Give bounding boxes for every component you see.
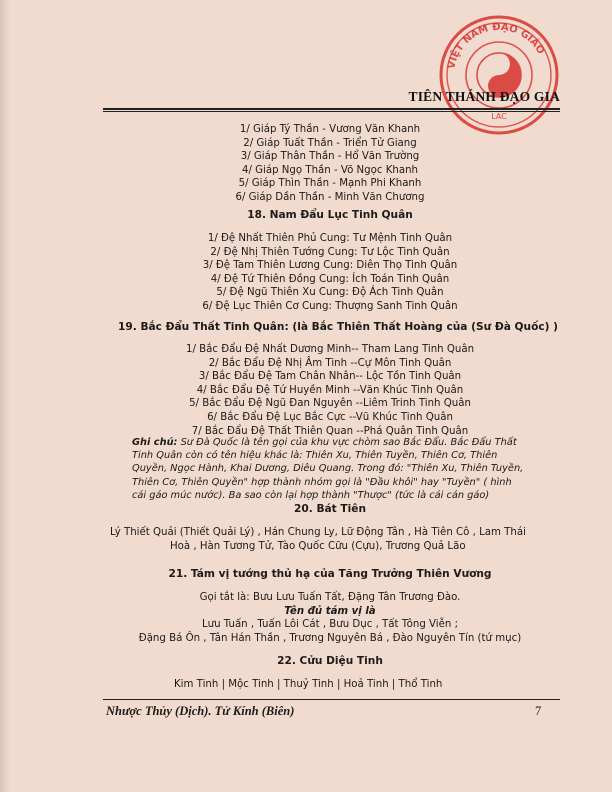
list-item: 3/ Giáp Thân Thần - Hổ Văn Trường: [240, 151, 420, 163]
page-number: 7: [535, 704, 542, 718]
list-item: 1/ Giáp Tý Thần - Vương Văn Khanh: [239, 124, 421, 135]
header-title: TIÊN THÁNH ĐẠO GIA: [408, 89, 560, 104]
note-line: Quyền, Ngọc Hành, Khai Dương, Diêu Quang. Trong đó: "Thiên Xu, Thiên Tuyền,: [132, 463, 524, 475]
tam-vi-tuong-block: [100, 591, 560, 645]
list-item: 4/ Đệ Tứ Thiên Đồng Cung: Ích Toán Tinh Quân: [210, 273, 450, 285]
list-item: 2/ Bắc Đẩu Đệ Nhị Âm Tinh --Cự Môn Tinh Quân: [208, 357, 452, 369]
note-line: Sư Đà Quốc là tên gọi của khu vực chòm sao Bắc Đẩu. Bắc Đẩu Thất: [177, 437, 517, 448]
daoist-seal-stamp: [436, 12, 562, 138]
note-line: cái gáo múc nước). Ba sao còn lại hợp thành "Thược" (tức là cái cán gáo): [132, 489, 490, 501]
bac-dau-list: [100, 343, 560, 438]
paragraph-line: Hoà , Hàn Tương Tử, Tào Quốc Cữu (Cựu), Trương Quả Lão: [170, 540, 466, 552]
star-list: Kim Tinh | Mộc Tinh | Thuỷ Tinh | Hoả Tinh | Thổ Tinh: [174, 679, 443, 690]
svg-text:LAC: LAC: [491, 112, 507, 121]
svg-text:VIỆT NAM ĐẠO GIÁO: VIỆT NAM ĐẠO GIÁO: [446, 21, 547, 70]
note-line: Thiên Cơ, Thiên Quyền" hợp thành nhóm gọi là "Đầu khôi" hay "Tuyền" ( hình: [132, 476, 512, 488]
names-line: Đặng Bá Ôn , Tân Hán Thần , Trương Nguyên Bá , Đào Nguyên Tín (tứ mục): [138, 632, 522, 644]
note-line: Tinh Quân còn có tên hiệu khác là: Thiên Xu, Thiên Tuyền, Thiên Cơ, Thiên: [132, 450, 498, 462]
list-item: 3/ Đệ Tam Thiên Lương Cung: Diên Thọ Tinh Quân: [202, 260, 458, 272]
list-item: 4/ Giáp Ngọ Thần - Võ Ngọc Khanh: [241, 164, 419, 176]
cuu-dieu-tinh-line: [174, 678, 554, 692]
note-label: Ghi chú:: [132, 437, 178, 448]
list-item: 3/ Bắc Đẩu Đệ Tam Chân Nhân-- Lộc Tồn Tinh Quân: [198, 371, 462, 383]
section-19-heading: 19. Bắc Đẩu Thất Tinh Quân: (là Bắc Thiên Thất Hoàng của (Sư Đà Quốc) ): [118, 321, 559, 333]
section-22-heading: 22. Cửu Diệu Tinh: [277, 655, 383, 667]
list-item: 6/ Giáp Dần Thần - Minh Văn Chương: [235, 191, 425, 203]
list-item: 6/ Bắc Đẩu Đệ Lục Bắc Cực --Vũ Khúc Tinh Quân: [207, 411, 453, 423]
section-21-heading: 21. Tám vị tướng thủ hạ của Tăng Trưởng Thiên Vương: [168, 568, 492, 580]
list-item: 1/ Bắc Đẩu Đệ Nhất Dương Minh-- Tham Lang Tinh Quân: [185, 344, 475, 355]
section-20-heading: 20. Bát Tiên: [293, 503, 366, 515]
ghi-chu-note: [132, 436, 560, 502]
page-binding-edge: [0, 0, 10, 792]
footer-attribution: Nhược Thủy (Dịch). Tử Kính (Biên): [106, 704, 295, 718]
subtitle-line: Tên đủ tám vị là: [284, 605, 376, 617]
header-rule: [103, 108, 560, 110]
paragraph-line: Lý Thiết Quải (Thiết Quải Lý) , Hán Chung Ly, Lữ Động Tân , Hà Tiên Cô , Lam Thái: [110, 527, 526, 538]
list-item: 5/ Đệ Ngũ Thiên Xu Cung: Độ Ách Tinh Quân: [216, 287, 444, 299]
list-item: 1/ Đệ Nhất Thiên Phủ Cung: Tư Mệnh Tinh Quân: [207, 233, 453, 244]
nam-dau-list: [100, 232, 560, 314]
intro-line: Gọi tắt là: Bưu Lưu Tuấn Tất, Đặng Tân Trương Đào.: [199, 592, 461, 603]
list-item: 7/ Bắc Đẩu Đệ Thất Thiên Quan --Phá Quân Tinh Quân: [191, 425, 469, 437]
list-item: 2/ Đệ Nhị Thiên Tướng Cung: Tư Lộc Tinh Quân: [210, 246, 450, 258]
list-item: 6/ Đệ Lục Thiên Cơ Cung: Thượng Sanh Tinh Quân: [202, 300, 458, 312]
names-line: Lưu Tuấn , Tuấn Lôi Cát , Bưu Dục , Tất Tông Viễn ;: [201, 619, 458, 631]
bat-tien-paragraph: [110, 526, 560, 553]
list-item: 5/ Bắc Đẩu Đệ Ngũ Đan Nguyên --Liêm Trinh Tinh Quân: [189, 398, 471, 410]
header-rule-thin: [103, 111, 560, 112]
giap-than-list: [100, 123, 560, 205]
section-18-heading: 18. Nam Đẩu Lục Tinh Quân: [247, 209, 413, 221]
footer-rule: [103, 699, 560, 700]
list-item: 2/ Giáp Tuất Thần - Triển Tử Giang: [243, 137, 417, 149]
list-item: 4/ Bắc Đẩu Đệ Tứ Huyền Minh --Văn Khúc Tinh Quân: [196, 384, 464, 396]
list-item: 5/ Giáp Thìn Thần - Mạnh Phi Khanh: [238, 178, 422, 190]
